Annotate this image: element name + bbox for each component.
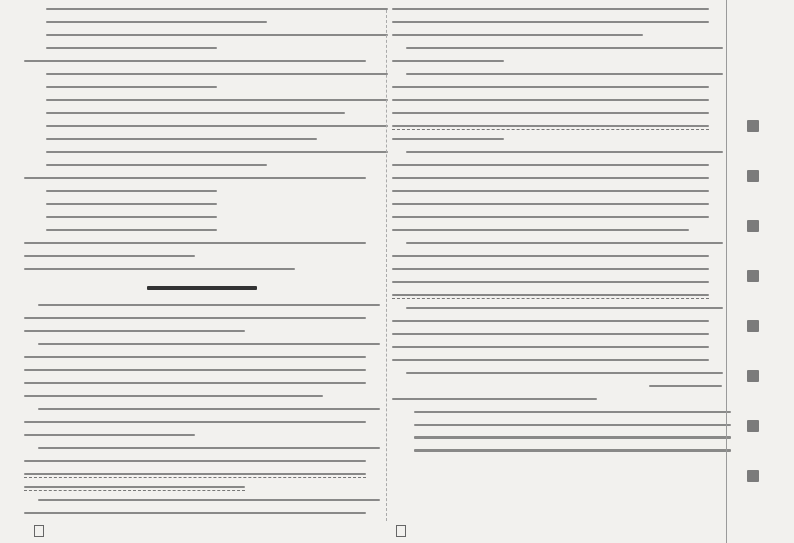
left-passage-title xyxy=(24,286,380,302)
binding-glyph xyxy=(747,470,759,482)
binding-strip xyxy=(726,0,787,543)
footer-right xyxy=(396,525,714,537)
footer-left xyxy=(34,525,364,537)
right-column xyxy=(392,8,722,521)
binding-glyph xyxy=(747,370,759,382)
left-column xyxy=(24,8,380,521)
binding-glyph xyxy=(747,170,759,182)
column-divider xyxy=(386,10,387,521)
binding-glyph xyxy=(747,270,759,282)
binding-glyph xyxy=(747,420,759,432)
footer-right-tag xyxy=(396,525,406,537)
right-para-1 xyxy=(392,8,722,462)
left-passage-body xyxy=(24,304,380,525)
binding-glyph xyxy=(747,120,759,132)
left-para-options xyxy=(24,8,380,281)
binding-glyph xyxy=(747,220,759,232)
footer-left-tag xyxy=(34,525,44,537)
binding-glyph xyxy=(747,320,759,332)
